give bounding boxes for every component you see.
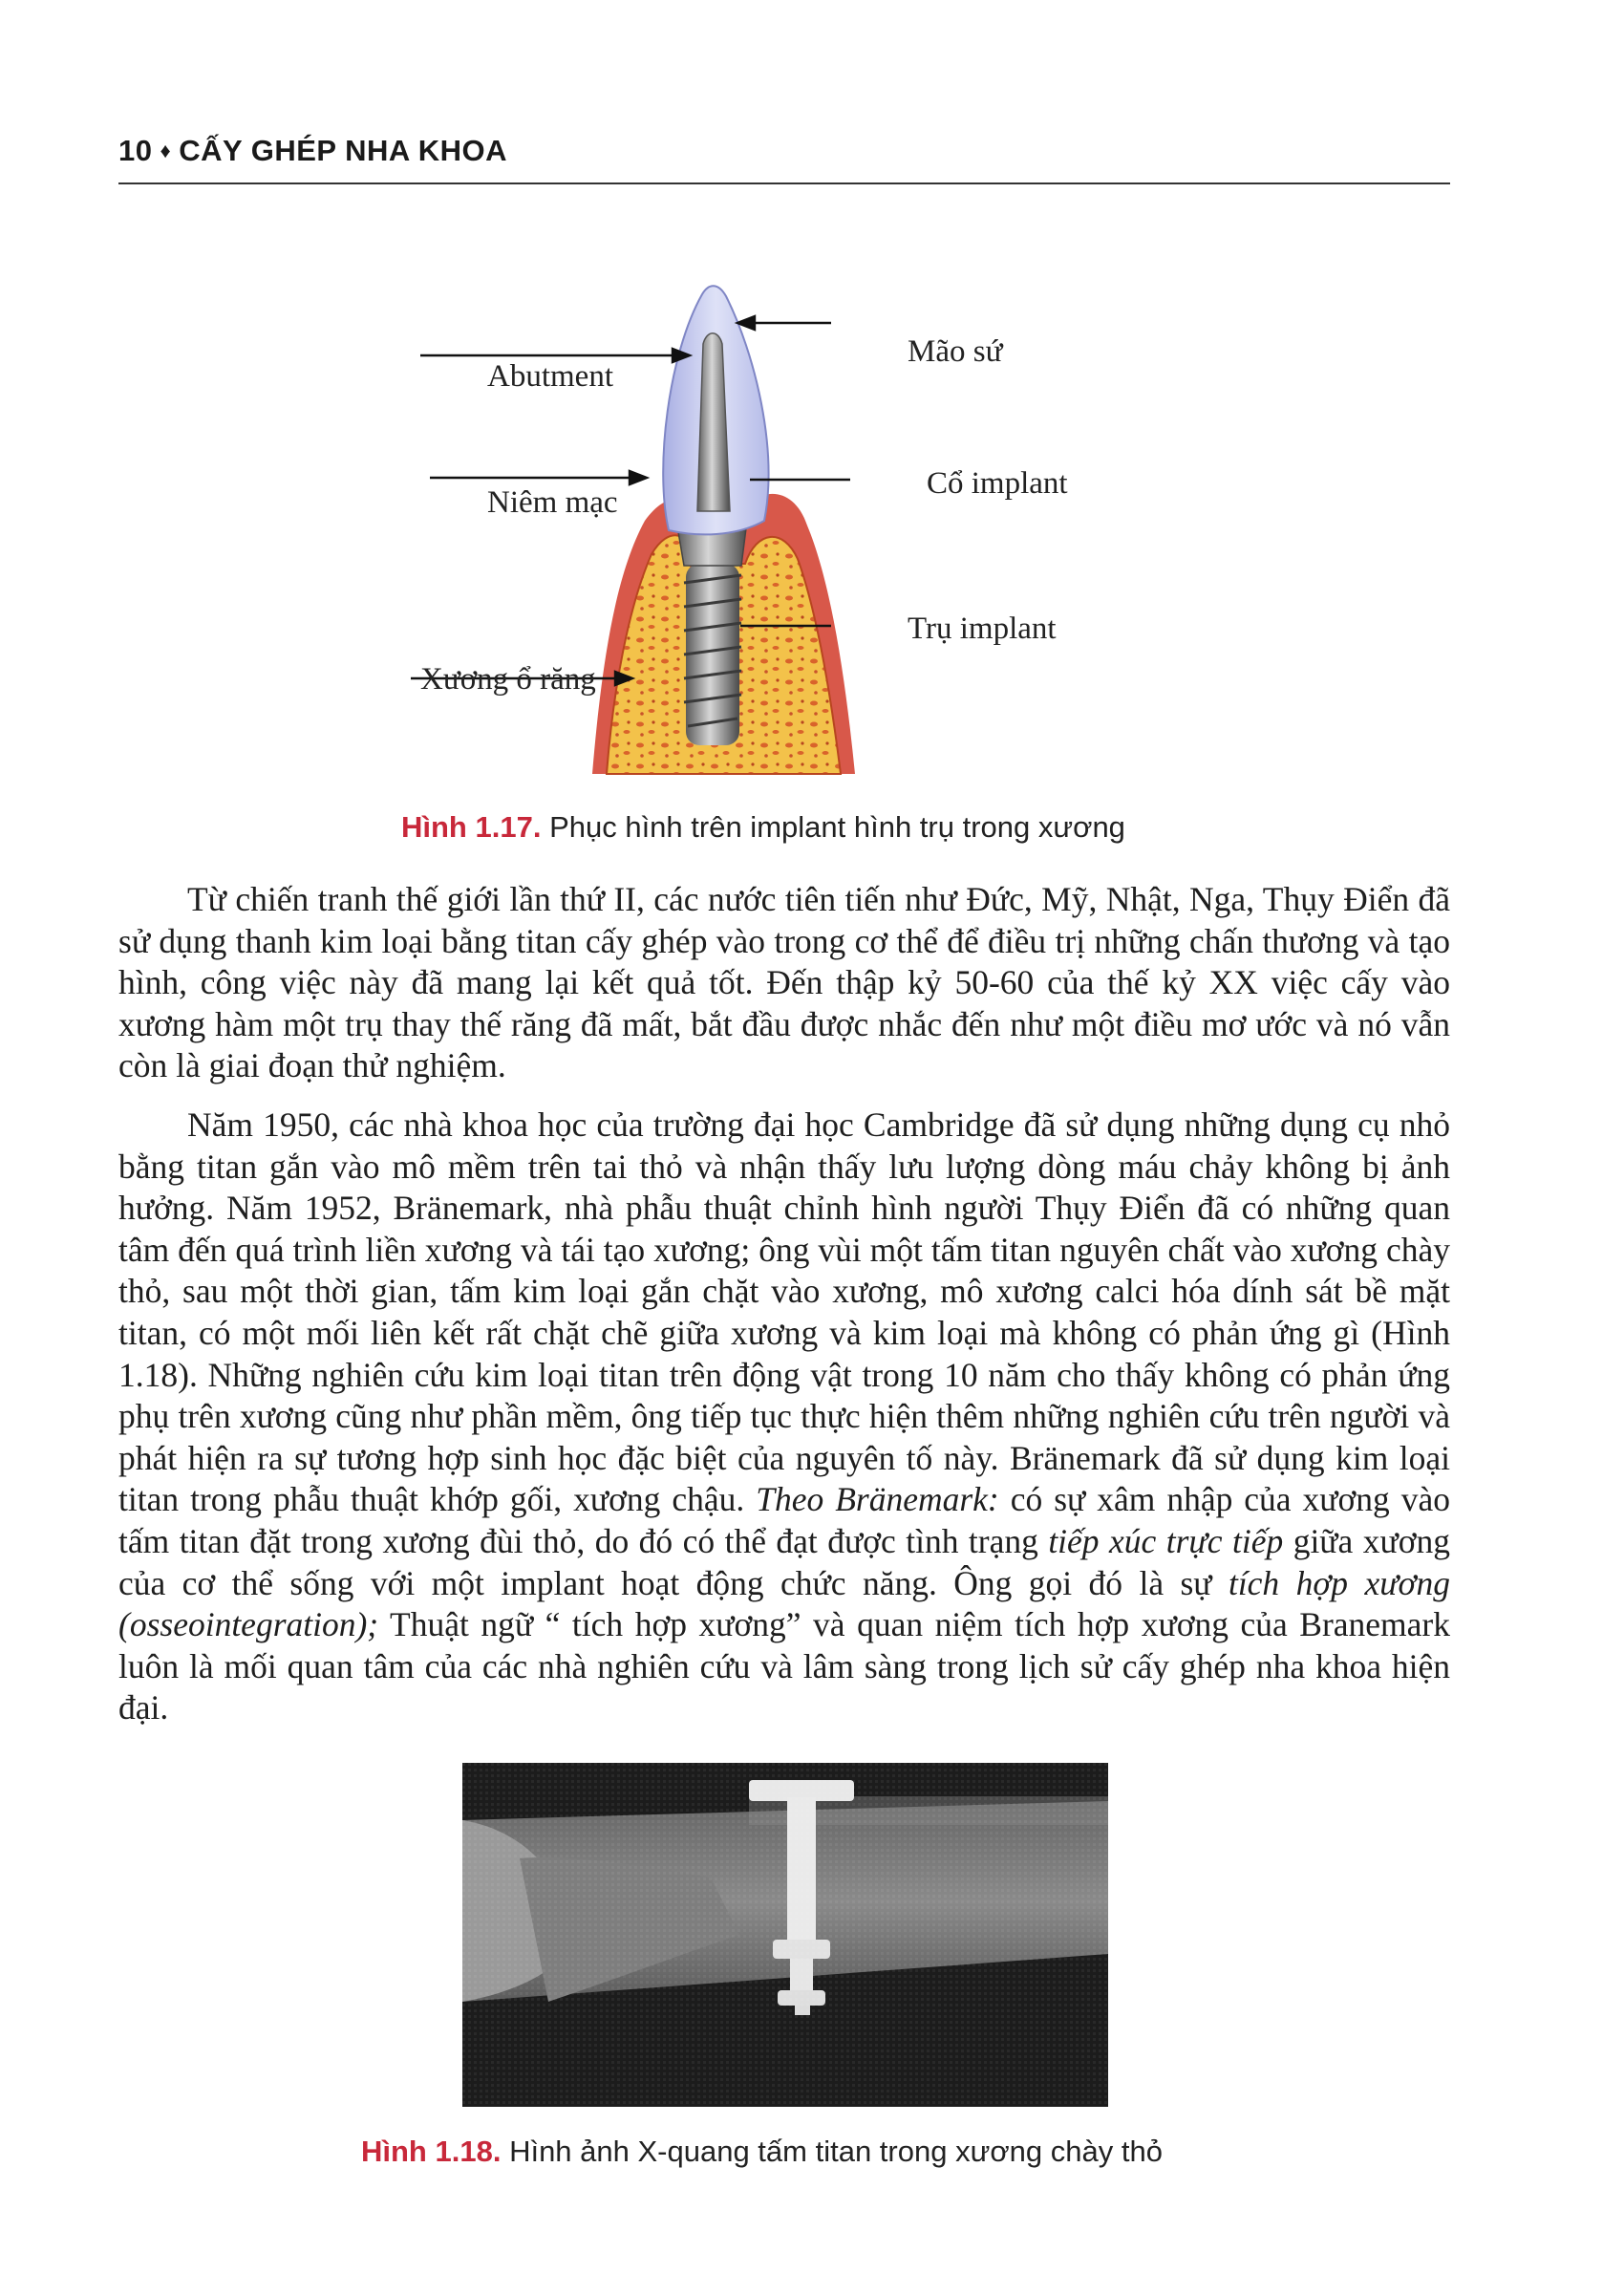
running-header [118,134,507,168]
paragraph-2-italic-1: Theo Bränemark: [756,1480,999,1519]
header-rule [118,182,1450,184]
paragraph-2-italic-3: tích hợp xương (osseointegration); [118,1563,1451,1644]
paragraph-2-part-1: Năm 1950, các nhà khoa học của trường đại học Cambridge đã sử dụng những dụng cụ nhỏ bằng titan gắn vào mô mềm trên tai thỏ và nhận thấy lưu lượng dòng máu chảy không bị ảnh hưởng. Năm 1952, Bränemark, nhà phẫu thuật chỉnh hình người Thụy Điển đã có những quan tâm đến quá trình liền xương và tái tạo xương; ông vùi một tấm titan nguyên chất vào xương chày thỏ, sau một thời gian, tấm kim loại gắn chặt vào xương, mô xương calci hóa dính sát bề mặt titan, có một mối liên kết rất chặt chẽ giữa xương và kim loại mà không có phản ứng gì (Hình 1.18). Những nghiên cứu kim loại titan trên động vật trong 10 năm cho thấy không có phản ứng phụ trên xương cũng như phần mềm, ông tiếp tục thực hiện thêm những nghiên cứu trên người và phát hiện ra sự tương hợp sinh học đặc biệt của nguyên tố này. Bränemark đã sử dụng kim loại titan trong phẫu thuật khớp gối, xương chậu. [118,1105,1450,1519]
paragraph-2-italic-2: tiếp xúc trực tiếp [1048,1521,1284,1560]
paragraph-2-part-4: Thuật ngữ “ tích hợp xương” và quan niệm tích hợp xương của Branemark luôn là mối quan tâm của các nhà nghiên cứu và lâm sàng trong lịch sử cấy ghép nha khoa hiện đại. [118,1605,1450,1727]
label-mao-su: Mão sứ [908,334,1003,369]
figure-1-caption-number: Hình 1.17. [401,810,542,844]
paragraph-1: Từ chiến tranh thế giới lần thứ II, các nước tiên tiến như Đức, Mỹ, Nhật, Nga, Thụy Điển đã sử dụng thanh kim loại bằng titan cấy ghép vào trong cơ thể để điều trị những chấn thương và tạo hình, công việc này đã mang lại kết quả tốt. Đến thập kỷ 50-60 của thế kỷ XX việc cấy vào xương hàm một trụ thay thế răng đã mất, bắt đầu được nhắc đến như một điều mơ ước và nó vẫn còn là giai đoạn thử nghiệm. [118,880,1450,1085]
figure-2-caption-text: Hình ảnh X-quang tấm titan trong xương chày thỏ [509,2135,1163,2168]
paragraph-2-part-3: giữa xương của cơ thể sống với một implant hoạt động chức năng. Ông gọi đó là sự [118,1521,1451,1602]
label-niem-mac: Niêm mạc [487,485,618,520]
paragraph-2 [118,1105,1450,1729]
figure-2-caption [361,2135,1163,2169]
book-title: CẤY GHÉP NHA KHOA [179,134,508,167]
label-xuong-o-rang: Xương ổ răng [420,662,596,697]
label-tru-implant: Trụ implant [908,612,1057,646]
diamond-separator-icon: ♦ [160,139,172,162]
xray-image [462,1763,1108,2107]
figure-1-caption [401,810,1125,845]
page-number: 10 [118,134,153,167]
figure-2-caption-number: Hình 1.18. [361,2135,502,2168]
label-co-implant: Cổ implant [927,466,1068,501]
xray-illustration [462,1763,1108,2107]
paragraph-2-part-2: có sự xâm nhập của xương vào tấm titan đặt trong xương đùi thỏ, do đó có thể đạt được tình trạng [118,1480,1451,1560]
figure-1-caption-text: Phục hình trên implant hình trụ trong xương [549,810,1125,844]
label-abutment: Abutment [487,359,613,394]
